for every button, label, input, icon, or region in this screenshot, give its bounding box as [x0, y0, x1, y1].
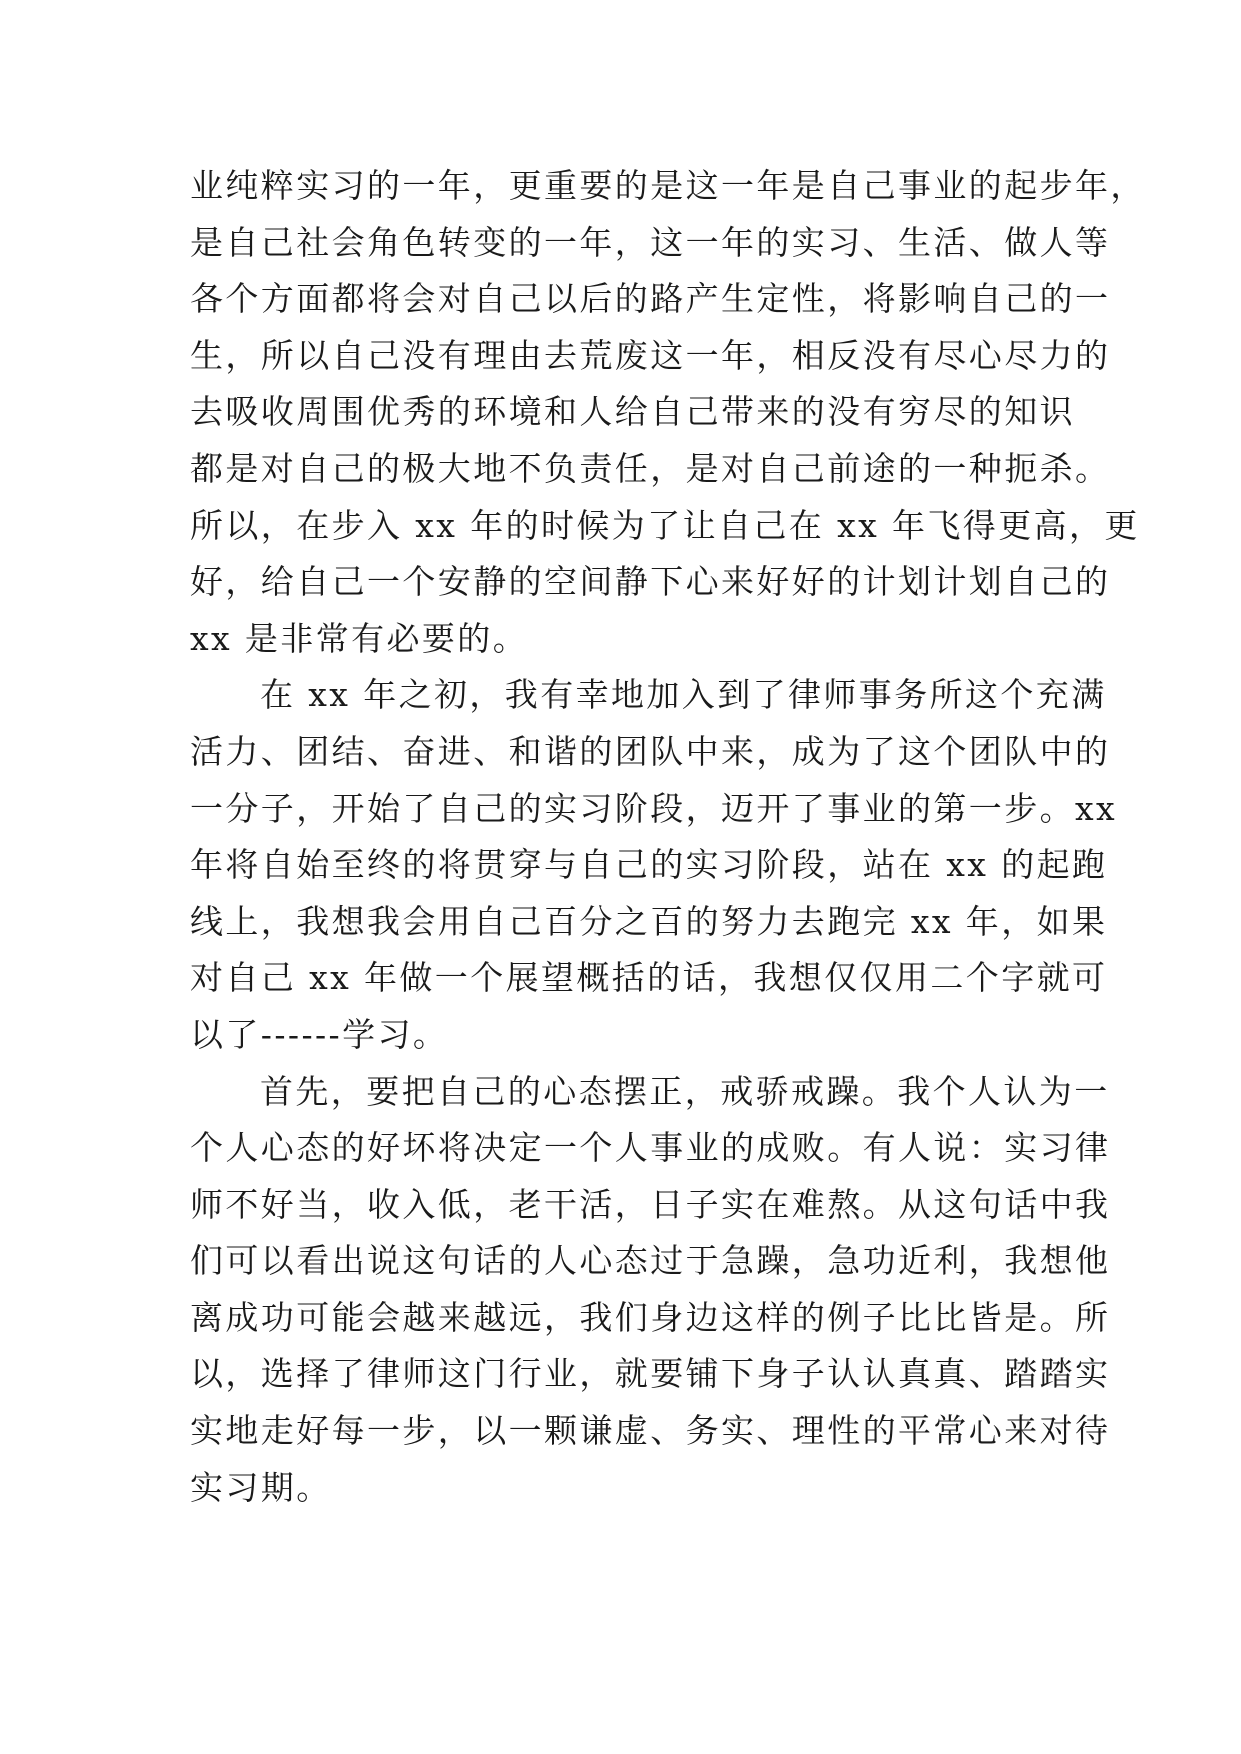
text-line: 师不好当，收入低，老干活，日子实在难熬。从这句话中我 [190, 1184, 1111, 1224]
text-line: 是自己社会角色转变的一年，这一年的实习、生活、做人等 [190, 222, 1111, 262]
text-line: 活力、团结、奋进、和谐的团队中来，成为了这个团队中的 [190, 731, 1111, 771]
text-line: 实习期。 [190, 1467, 332, 1507]
text-line: 线上，我想我会用自己百分之百的努力去跑完 xx 年，如果 [190, 901, 1108, 941]
text-line: 所以，在步入 xx 年的时候为了让自己在 xx 年飞得更高，更 [190, 505, 1140, 545]
text-line: 一分子，开始了自己的实习阶段，迈开了事业的第一步。xx [190, 788, 1118, 828]
text-line: 年将自始至终的将贯穿与自己的实习阶段，站在 xx 的起跑 [190, 845, 1108, 885]
text-line: 对自己 xx 年做一个展望概括的话，我想仅仅用二个字就可 [190, 958, 1108, 998]
text-line: xx 是非常有必要的。 [190, 618, 529, 658]
text-line: 以，选择了律师这门行业，就要铺下身子认认真真、踏踏实 [190, 1354, 1111, 1394]
text-line: 个人心态的好坏将决定一个人事业的成败。有人说：实习律 [190, 1128, 1111, 1168]
text-line: 都是对自己的极大地不负责任，是对自己前途的一种扼杀。 [190, 448, 1111, 488]
text-line: 离成功可能会越来越远，我们身边这样的例子比比皆是。所 [190, 1297, 1111, 1337]
text-line: 们可以看出说这句话的人心态过于急躁，急功近利，我想他 [190, 1241, 1111, 1281]
text-line: 生，所以自己没有理由去荒废这一年，相反没有尽心尽力的 [190, 335, 1111, 375]
text-line: 好，给自己一个安静的空间静下心来好好的计划计划自己的 [190, 562, 1111, 602]
paragraph-first-line: 首先，要把自己的心态摆正，戒骄戒躁。我个人认为一 [260, 1071, 1110, 1111]
text-line: 实地走好每一步，以一颗谦虚、务实、理性的平常心来对待 [190, 1411, 1111, 1451]
text-line: 各个方面都将会对自己以后的路产生定性，将影响自己的一 [190, 279, 1111, 319]
text-line: 以了------学习。 [190, 1014, 449, 1054]
text-line: 去吸收周围优秀的环境和人给自己带来的没有穷尽的知识 [190, 392, 1075, 432]
paragraph-first-line: 在 xx 年之初，我有幸地加入到了律师事务所这个充满 [260, 675, 1107, 715]
text-line: 业纯粹实习的一年，更重要的是这一年是自己事业的起步年， [190, 166, 1146, 205]
document-body [190, 158, 1146, 1516]
